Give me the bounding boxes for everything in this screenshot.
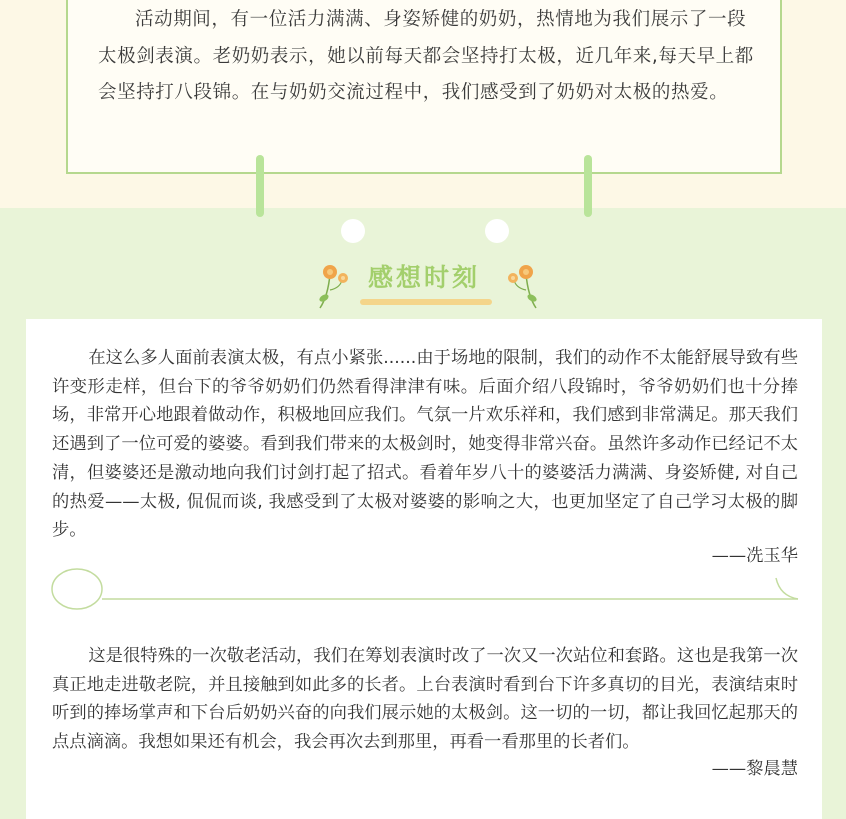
section-header bbox=[310, 252, 540, 312]
hanger-post-right bbox=[584, 155, 592, 217]
decorative-divider bbox=[50, 566, 800, 612]
flower-icon bbox=[500, 260, 546, 310]
hanger-hole-left bbox=[341, 219, 365, 243]
author-signature: ——黎晨慧 bbox=[711, 759, 798, 779]
hanger-post-left bbox=[256, 155, 264, 217]
hanger-hole-right bbox=[485, 219, 509, 243]
story-paragraph: 活动期间，有一位活力满满、身姿矫健的奶奶，热情地为我们展示了一段太极剑表演。老奶奶表示，她以前每天都会坚持打太极，近几年来,每天早上都会坚持打八段锦。在与奶奶交流过程中，我们感受到了奶奶对太极的热爱。 bbox=[98, 9, 754, 103]
section-title: 感想时刻 bbox=[367, 263, 480, 292]
author-signature: ——冼玉华 bbox=[711, 546, 798, 566]
reflection-paragraph: 在这么多人面前表演太极，有点小紧张......由于场地的限制，我们的动作不太能舒展导致有些许变形走样，但台下的爷爷奶奶们仍然看得津津有味。后面介绍八段锦时，爷爷奶奶们也十分捧场，非常开心地跟着做动作，积极地回应我们。气氛一片欢乐祥和，我们感到非常满足。那天我们还遇到了一位可爱的婆婆。看到我们带来的太极剑时，她变得非常兴奋。虽然许多动作已经记不太清，但婆婆还是激动地向我们讨剑打起了招式。看着年岁八十的婆婆活力满满、身姿矫健, 对自己的热爱——太极, 侃侃而谈, 我感受到了太极对婆婆的影响之大，也更加坚定了自己学习太极的脚步。 bbox=[52, 348, 798, 541]
title-underline bbox=[360, 299, 492, 305]
reflection-paragraph: 这是很特殊的一次敬老活动，我们在筹划表演时改了一次又一次站位和套路。这也是我第一次真正地走进敬老院，并且接触到如此多的长者。上台表演时看到台下许多真切的目光，表演结束时听到的捧场掌声和下台后奶奶兴奋的向我们展示她的太极剑。这一切的一切，都让我回忆起那天的点点滴滴。我想如果还有机会，我会再次去到那里，再看一看那里的长者们。 bbox=[52, 646, 798, 753]
